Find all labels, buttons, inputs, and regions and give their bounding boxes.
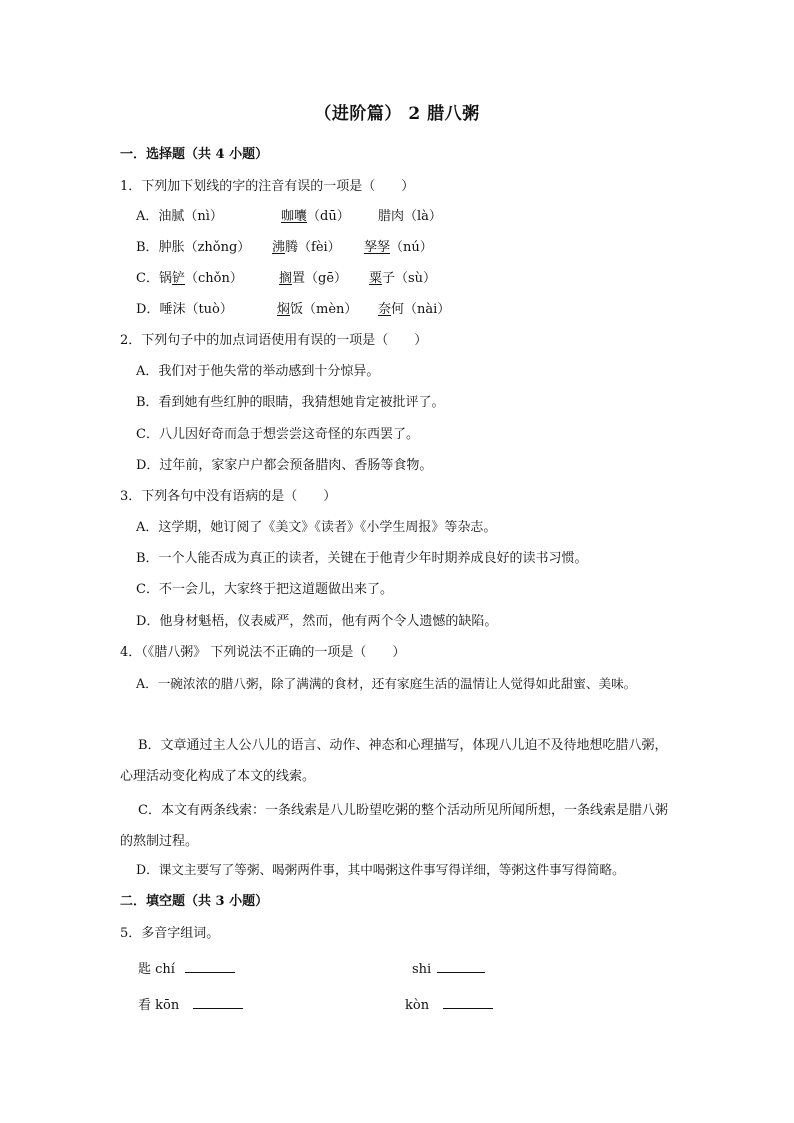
q2-option-b: B．看到她有些红肿的眼睛，我猜想她肯定被批评了。	[136, 395, 445, 410]
q2-option-a: A．我们对于他失常的举动感到十分惊异。	[136, 364, 380, 379]
q4-option-a: A．一碗浓浓的腊八粥，除了满满的食材，还有家庭生活的温情让人觉得如此甜蜜、美味。	[136, 676, 637, 691]
question-2-stem: 2．下列句子中的加点词语使用有误的一项是（ ）	[120, 333, 428, 348]
q5-row1-right: shi	[412, 960, 485, 976]
q2-option-d: D．过年前，家家户户都会预备腊肉、香肠等食物。	[136, 458, 433, 473]
question-3-stem: 3．下列各句中没有语病的是（ ）	[120, 489, 337, 504]
page-title: （进阶篇） 2 腊八粥	[314, 104, 480, 124]
q1-option-c: C．锅铲（chǒn）	[136, 271, 243, 286]
q1-option-b: B．肿胀（zhǒng）	[136, 240, 251, 255]
q4-option-d: D．课文主要写了等粥、喝粥两件事，其中喝粥这件事写得详细，等粥这件事写得简略。	[136, 862, 625, 877]
section-heading-choice: 一．选择题（共 4 小题）	[120, 147, 269, 162]
q4-option-c: C．本文有两条线索：一条线索是八儿盼望吃粥的整个活动所见所闻所想，一条线索是腊八粥的熬制过程。	[120, 803, 668, 849]
answer-blank[interactable]	[185, 960, 235, 973]
q5-row2-right: kòn	[405, 996, 493, 1012]
section-heading-fill: 二．填空题（共 3 小题）	[120, 894, 269, 909]
q3-option-c: C．不一会儿，大家终于把这道题做出来了。	[136, 582, 393, 597]
q2-option-c: C．八儿因好奇而急于想尝尝这奇怪的东西罢了。	[136, 427, 419, 442]
q5-row1-left: 匙 chí	[138, 960, 235, 976]
q4-option-b: B．文章通过主人公八儿的语言、动作、神态和心理描写，体现八儿迫不及待地想吃腊八粥，心理活动变化构成了本文的线索。	[120, 738, 668, 784]
q1-option-a-word3: 腊肉（là）	[378, 209, 442, 224]
question-5-stem: 5．多音字组词。	[120, 926, 220, 941]
q1-option-b-word2: 沸腾（fèi）	[272, 240, 341, 255]
q1-option-a-word2: 咖囔（dū）	[281, 209, 350, 224]
answer-blank[interactable]	[443, 996, 493, 1009]
q3-option-b: B．一个人能否成为真正的读者，关键在于他青少年时期养成良好的读书习惯。	[136, 551, 588, 566]
q1-option-b-word3: 孥孥（nú）	[364, 240, 433, 255]
q1-option-d-word2: 焖饭（mèn）	[277, 302, 358, 317]
question-4-stem: 4．（《腊八粥》 下列说法不正确的一项是（ ）	[120, 645, 406, 660]
answer-blank[interactable]	[193, 996, 243, 1009]
q3-option-d: D．他身材魁梧，仪表威严，然而，他有两个令人遗憾的缺陷。	[136, 614, 498, 629]
q1-option-a: A．油腻（nì）	[136, 209, 223, 224]
q1-option-d-word3: 奈何（nài）	[378, 302, 451, 317]
q3-option-a: A．这学期，她订阅了《美文》《读者》《小学生周报》等杂志。	[136, 520, 497, 535]
q1-option-c-word2: 搁置（gē）	[279, 271, 348, 286]
q1-option-c-word3: 粟子（sù）	[369, 271, 437, 286]
answer-blank[interactable]	[437, 960, 485, 973]
q5-row2-left: 看 kōn	[138, 996, 243, 1012]
question-1-stem: 1．下列加下划线的字的注音有误的一项是（ ）	[120, 179, 415, 194]
q1-option-d: D．唾沫（tuò）	[136, 302, 233, 317]
